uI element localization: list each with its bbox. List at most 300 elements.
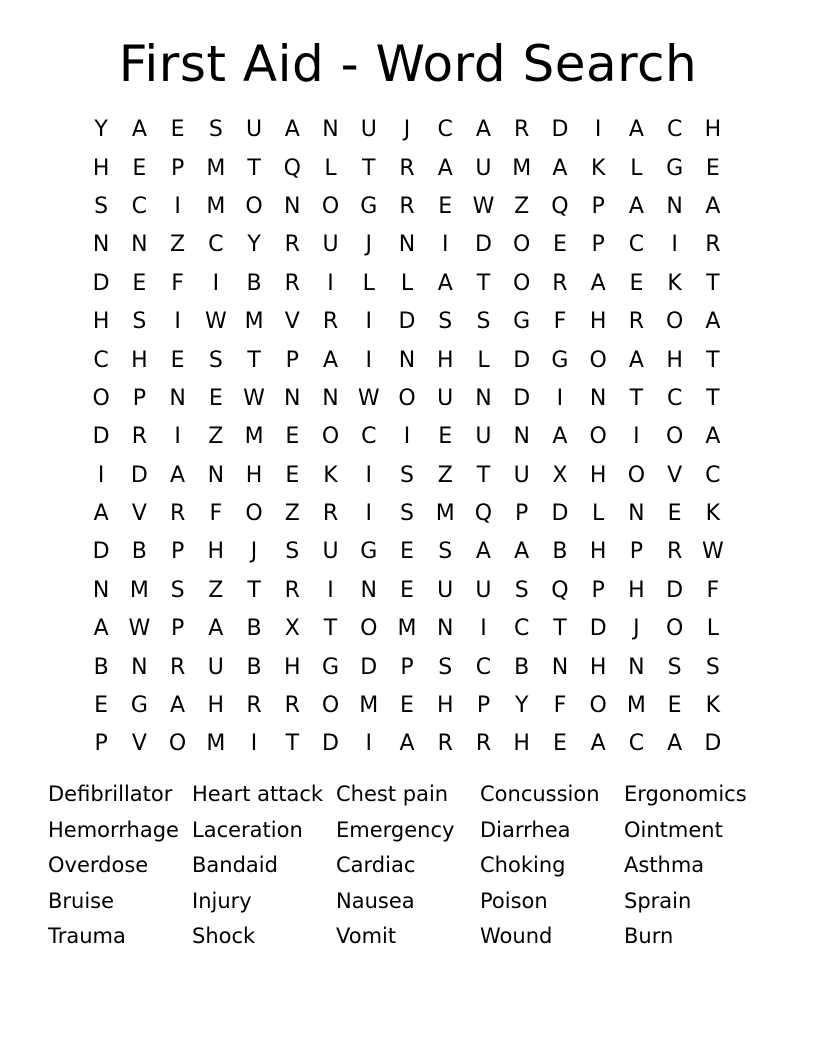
grid-letter: A	[437, 270, 453, 296]
grid-letter: C	[475, 654, 492, 680]
word-list-item: Laceration	[192, 817, 303, 842]
grid-letter: R	[437, 731, 453, 757]
grid-letter: R	[399, 193, 415, 219]
grid-letter: P	[132, 385, 146, 411]
grid-letter: T	[476, 270, 491, 296]
grid-letter: N	[360, 577, 377, 603]
word-list-item: Asthma	[624, 853, 705, 877]
grid-letter: G	[321, 654, 340, 680]
grid-letter: C	[437, 117, 453, 143]
grid-letter: W	[357, 385, 380, 411]
grid-letter: O	[245, 193, 263, 219]
grid-letter: P	[591, 577, 605, 603]
grid-letter: R	[284, 577, 300, 603]
word-list-item: Bandaid	[192, 853, 278, 877]
grid-letter: E	[552, 232, 567, 258]
grid-letter: P	[515, 501, 529, 527]
grid-letter: D	[474, 232, 492, 258]
grid-letter: I	[556, 385, 564, 411]
grid-letter: I	[403, 424, 411, 450]
grid-letter: O	[627, 462, 646, 488]
grid-letter: G	[513, 309, 531, 335]
grid-letter: U	[437, 385, 454, 411]
grid-letter: H	[207, 693, 225, 719]
grid-row	[82, 610, 732, 648]
grid-letter: I	[97, 462, 105, 488]
grid-letter: S	[667, 654, 682, 680]
grid-letter: E	[438, 193, 453, 219]
grid-letter: H	[207, 539, 225, 565]
grid-letter: A	[475, 117, 491, 143]
grid-letter: N	[589, 385, 607, 411]
grid-letter: D	[92, 539, 110, 565]
grid-letter: B	[552, 539, 568, 565]
grid-letter: H	[245, 462, 263, 488]
grid-letter: C	[208, 232, 224, 258]
grid-letter: D	[666, 577, 684, 603]
grid-letter: A	[170, 693, 186, 719]
grid-letter: R	[552, 270, 568, 296]
grid-letter: X	[552, 462, 568, 488]
grid-letter: D	[551, 117, 569, 143]
grid-letter: O	[398, 385, 416, 411]
grid-letter: U	[475, 424, 492, 450]
grid-row	[82, 303, 732, 341]
grid-letter: E	[400, 693, 414, 719]
letter-grid	[82, 111, 732, 764]
grid-letter: S	[438, 539, 453, 565]
grid-letter: D	[92, 424, 110, 450]
grid-letter: A	[93, 501, 109, 527]
grid-letter: C	[514, 616, 530, 642]
grid-letter: U	[513, 462, 530, 488]
grid-letter: L	[400, 270, 414, 296]
grid-letter: R	[284, 693, 300, 719]
grid-letter: H	[589, 539, 607, 565]
word-list-item: Choking	[480, 853, 566, 877]
grid-letter: H	[628, 577, 645, 603]
grid-letter: Y	[247, 232, 261, 258]
grid-letter: Q	[551, 577, 569, 603]
grid-letter: N	[322, 117, 339, 143]
grid-letter: S	[170, 577, 185, 603]
word-list-item: Burn	[624, 924, 674, 948]
word-list-item: Shock	[192, 924, 256, 948]
grid-letter: Z	[284, 501, 300, 527]
grid-letter: T	[706, 347, 720, 373]
grid-letter: Q	[474, 501, 493, 527]
grid-letter: N	[551, 654, 569, 680]
grid-letter: D	[92, 270, 110, 296]
grid-letter: C	[628, 731, 645, 757]
grid-letter: T	[285, 731, 300, 757]
grid-row	[82, 149, 732, 187]
grid-letter: A	[170, 462, 186, 488]
grid-letter: U	[246, 117, 263, 143]
grid-letter: T	[323, 616, 338, 642]
grid-letter: A	[705, 193, 721, 219]
grid-letter: C	[131, 193, 148, 219]
grid-letter: I	[441, 232, 449, 258]
grid-letter: O	[665, 309, 684, 335]
grid-letter: H	[666, 347, 683, 373]
grid-letter: I	[365, 462, 372, 488]
grid-letter: R	[705, 232, 721, 258]
grid-letter: O	[245, 501, 263, 527]
grid-letter: N	[284, 193, 301, 219]
grid-letter: R	[284, 232, 300, 258]
grid-letter: N	[628, 654, 645, 680]
grid-letter: K	[705, 693, 721, 719]
word-list-item: Sprain	[624, 888, 692, 913]
grid-letter: I	[365, 501, 372, 527]
grid-letter: E	[170, 117, 185, 143]
grid-letter: H	[284, 654, 301, 680]
grid-letter: G	[666, 155, 684, 181]
grid-letter: F	[553, 693, 567, 719]
word-list-item: Cardiac	[336, 853, 416, 877]
grid-letter: S	[438, 309, 453, 335]
grid-letter: O	[589, 347, 607, 373]
grid-letter: I	[365, 347, 372, 373]
grid-letter: S	[132, 309, 147, 335]
grid-letter: O	[321, 193, 340, 219]
grid-letter: F	[553, 309, 567, 335]
grid-letter: M	[206, 193, 226, 219]
grid-letter: E	[667, 693, 682, 719]
grid-letter: R	[322, 501, 339, 527]
grid-letter: U	[437, 577, 454, 603]
grid-letter: F	[171, 270, 184, 296]
grid-letter: O	[589, 424, 607, 450]
grid-row	[82, 725, 732, 763]
grid-letter: S	[514, 577, 529, 603]
grid-letter: S	[94, 193, 109, 219]
grid-letter: R	[399, 155, 415, 181]
grid-letter: U	[475, 155, 492, 181]
grid-row	[82, 418, 732, 456]
grid-letter: O	[589, 693, 607, 719]
grid-letter: N	[169, 385, 186, 411]
grid-letter: Q	[283, 155, 301, 181]
grid-letter: H	[92, 155, 110, 181]
grid-row	[82, 648, 732, 686]
word-list	[48, 777, 768, 955]
word-list-item: Heart attack	[192, 782, 324, 806]
word-list-item: Bruise	[48, 888, 115, 913]
word-list-item: Nausea	[336, 888, 415, 913]
grid-letter: A	[514, 539, 530, 565]
grid-letter: K	[705, 501, 721, 527]
word-list-item: Poison	[480, 888, 548, 913]
grid-letter: N	[398, 347, 416, 373]
grid-letter: C	[93, 347, 109, 373]
grid-letter: T	[553, 616, 567, 642]
grid-letter: C	[628, 232, 645, 258]
grid-letter: D	[704, 731, 722, 757]
grid-letter: H	[436, 347, 454, 373]
grid-letter: L	[324, 155, 337, 181]
grid-letter: L	[362, 270, 375, 296]
grid-letter: R	[514, 117, 530, 143]
grid-letter: G	[360, 193, 378, 219]
word-list-item: Concussion	[480, 782, 600, 806]
grid-letter: A	[208, 616, 224, 642]
word-list-item: Ergonomics	[624, 782, 747, 806]
grid-letter: A	[705, 309, 721, 335]
grid-letter: A	[705, 424, 721, 450]
grid-letter: L	[706, 616, 719, 642]
word-list-item: Defibrillator	[48, 782, 173, 806]
grid-letter: N	[475, 385, 492, 411]
grid-letter: F	[209, 501, 223, 527]
grid-letter: W	[204, 309, 227, 335]
grid-letter: R	[284, 270, 300, 296]
grid-letter: H	[92, 309, 110, 335]
grid-letter: E	[552, 731, 567, 757]
grid-letter: T	[629, 385, 644, 411]
grid-letter: E	[94, 693, 109, 719]
grid-letter: W	[243, 385, 265, 411]
grid-letter: R	[169, 654, 186, 680]
grid-letter: S	[400, 462, 414, 488]
grid-letter: J	[365, 232, 372, 258]
grid-letter: N	[207, 462, 225, 488]
grid-letter: O	[665, 616, 684, 642]
grid-letter: R	[131, 424, 147, 450]
grid-letter: V	[284, 309, 300, 335]
grid-row	[82, 533, 732, 571]
grid-letter: M	[435, 501, 455, 527]
grid-letter: R	[322, 309, 339, 335]
grid-row	[82, 380, 732, 418]
grid-letter: P	[285, 347, 299, 373]
grid-letter: B	[246, 616, 262, 642]
grid-letter: D	[322, 731, 339, 757]
grid-letter: A	[284, 117, 300, 143]
word-list-item: Ointment	[624, 817, 723, 842]
grid-letter: J	[633, 616, 640, 642]
grid-letter: A	[590, 731, 606, 757]
grid-letter: A	[552, 155, 568, 181]
grid-letter: M	[206, 155, 226, 181]
grid-letter: O	[513, 270, 531, 296]
grid-letter: N	[513, 424, 530, 450]
grid-letter: Z	[437, 462, 453, 488]
grid-letter: R	[666, 539, 683, 565]
grid-letter: U	[322, 539, 339, 565]
grid-letter: R	[628, 309, 645, 335]
grid-letter: I	[174, 424, 181, 450]
grid-letter: P	[170, 539, 185, 565]
grid-letter: K	[323, 462, 338, 488]
grid-letter: G	[360, 539, 378, 565]
grid-letter: A	[475, 539, 491, 565]
grid-letter: W	[472, 193, 495, 219]
grid-letter: R	[169, 501, 186, 527]
grid-letter: B	[131, 539, 147, 565]
grid-row	[82, 495, 732, 533]
grid-letter: S	[400, 501, 414, 527]
grid-letter: G	[130, 693, 148, 719]
grid-letter: I	[365, 731, 372, 757]
grid-letter: I	[365, 309, 372, 335]
grid-letter: A	[552, 424, 568, 450]
grid-letter: T	[362, 155, 376, 181]
grid-row	[82, 226, 732, 264]
grid-letter: N	[92, 232, 110, 258]
grid-letter: L	[630, 155, 643, 181]
grid-row	[82, 265, 732, 303]
word-list-item: Emergency	[336, 817, 455, 842]
grid-letter: A	[628, 193, 644, 219]
grid-letter: H	[436, 693, 454, 719]
grid-row	[82, 687, 732, 725]
grid-letter: E	[285, 462, 300, 488]
grid-letter: E	[705, 155, 720, 181]
grid-letter: O	[321, 424, 340, 450]
grid-row	[82, 188, 732, 226]
grid-letter: I	[327, 577, 334, 603]
grid-letter: O	[168, 731, 187, 757]
grid-letter: S	[476, 309, 491, 335]
grid-letter: D	[513, 385, 531, 411]
grid-letter: N	[131, 232, 148, 258]
grid-letter: R	[246, 693, 262, 719]
grid-letter: V	[131, 501, 147, 527]
grid-letter: E	[132, 270, 147, 296]
grid-letter: J	[250, 539, 258, 565]
grid-letter: M	[244, 309, 264, 335]
grid-letter: V	[667, 462, 683, 488]
grid-letter: B	[246, 654, 262, 680]
grid-letter: N	[322, 385, 339, 411]
grid-letter: V	[131, 731, 147, 757]
grid-letter: T	[247, 155, 261, 181]
grid-letter: N	[131, 654, 148, 680]
grid-letter: Y	[514, 693, 529, 719]
grid-letter: P	[629, 539, 644, 565]
grid-letter: C	[666, 385, 683, 411]
grid-letter: E	[170, 347, 185, 373]
grid-letter: A	[399, 731, 415, 757]
grid-letter: M	[397, 616, 417, 642]
grid-letter: W	[701, 539, 724, 565]
grid-letter: D	[360, 654, 378, 680]
word-list-item: Overdose	[48, 853, 149, 877]
grid-letter: C	[666, 117, 683, 143]
grid-letter: P	[476, 693, 491, 719]
word-list-item: Injury	[192, 888, 252, 913]
grid-letter: G	[551, 347, 569, 373]
word-list-item: Vomit	[336, 924, 397, 948]
grid-letter: S	[208, 347, 223, 373]
grid-letter: D	[398, 309, 416, 335]
grid-letter: A	[322, 347, 339, 373]
word-list-item: Chest pain	[336, 782, 449, 806]
grid-letter: A	[131, 117, 147, 143]
grid-row	[82, 457, 732, 495]
grid-letter: E	[629, 270, 644, 296]
grid-letter: M	[626, 693, 646, 719]
grid-letter: I	[633, 424, 640, 450]
grid-letter: E	[285, 424, 300, 450]
word-list-item: Diarrhea	[480, 817, 571, 842]
grid-letter: B	[514, 654, 530, 680]
grid-letter: P	[94, 731, 108, 757]
grid-letter: D	[130, 462, 148, 488]
grid-letter: E	[208, 385, 223, 411]
grid-letter: H	[131, 347, 148, 373]
grid-letter: T	[706, 385, 720, 411]
grid-letter: E	[400, 539, 414, 565]
grid-letter: K	[590, 155, 606, 181]
grid-letter: B	[246, 270, 262, 296]
grid-row	[82, 572, 732, 610]
grid-letter: H	[589, 654, 607, 680]
grid-letter: L	[592, 501, 605, 527]
grid-letter: Z	[208, 424, 224, 450]
grid-letter: U	[475, 577, 492, 603]
grid-letter: A	[628, 117, 644, 143]
grid-letter: A	[93, 616, 109, 642]
grid-letter: S	[438, 654, 453, 680]
grid-letter: F	[706, 577, 720, 603]
grid-letter: U	[207, 654, 224, 680]
grid-letter: N	[398, 232, 416, 258]
grid-letter: I	[594, 117, 602, 143]
grid-letter: L	[477, 347, 490, 373]
grid-letter: T	[247, 577, 261, 603]
grid-row	[82, 341, 732, 379]
grid-letter: A	[667, 731, 683, 757]
grid-letter: X	[284, 616, 300, 642]
grid-letter: M	[129, 577, 149, 603]
grid-letter: E	[132, 155, 147, 181]
word-list-item: Trauma	[48, 924, 126, 948]
grid-letter: I	[671, 232, 678, 258]
grid-letter: P	[170, 155, 185, 181]
grid-letter: I	[327, 270, 334, 296]
grid-letter: P	[591, 232, 605, 258]
grid-letter: S	[705, 654, 720, 680]
grid-letter: O	[92, 385, 110, 411]
grid-letter: O	[513, 232, 531, 258]
grid-letter: W	[128, 616, 151, 642]
grid-letter: O	[321, 693, 340, 719]
grid-letter: M	[359, 693, 379, 719]
grid-letter: H	[513, 731, 530, 757]
grid-letter: T	[706, 270, 720, 296]
grid-letter: C	[705, 462, 721, 488]
grid-letter: Z	[514, 193, 530, 219]
grid-letter: J	[403, 117, 411, 143]
grid-letter: A	[590, 270, 606, 296]
grid-letter: P	[400, 654, 414, 680]
grid-letter: N	[284, 385, 301, 411]
grid-letter: H	[704, 117, 722, 143]
grid-letter: C	[361, 424, 377, 450]
grid-row	[82, 111, 732, 149]
grid-letter: O	[665, 424, 684, 450]
grid-letter: U	[322, 232, 339, 258]
grid-letter: N	[92, 577, 110, 603]
grid-letter: D	[551, 501, 569, 527]
grid-letter: N	[628, 501, 645, 527]
grid-letter: K	[667, 270, 682, 296]
grid-letter: I	[174, 193, 181, 219]
word-list-item: Hemorrhage	[48, 817, 179, 842]
